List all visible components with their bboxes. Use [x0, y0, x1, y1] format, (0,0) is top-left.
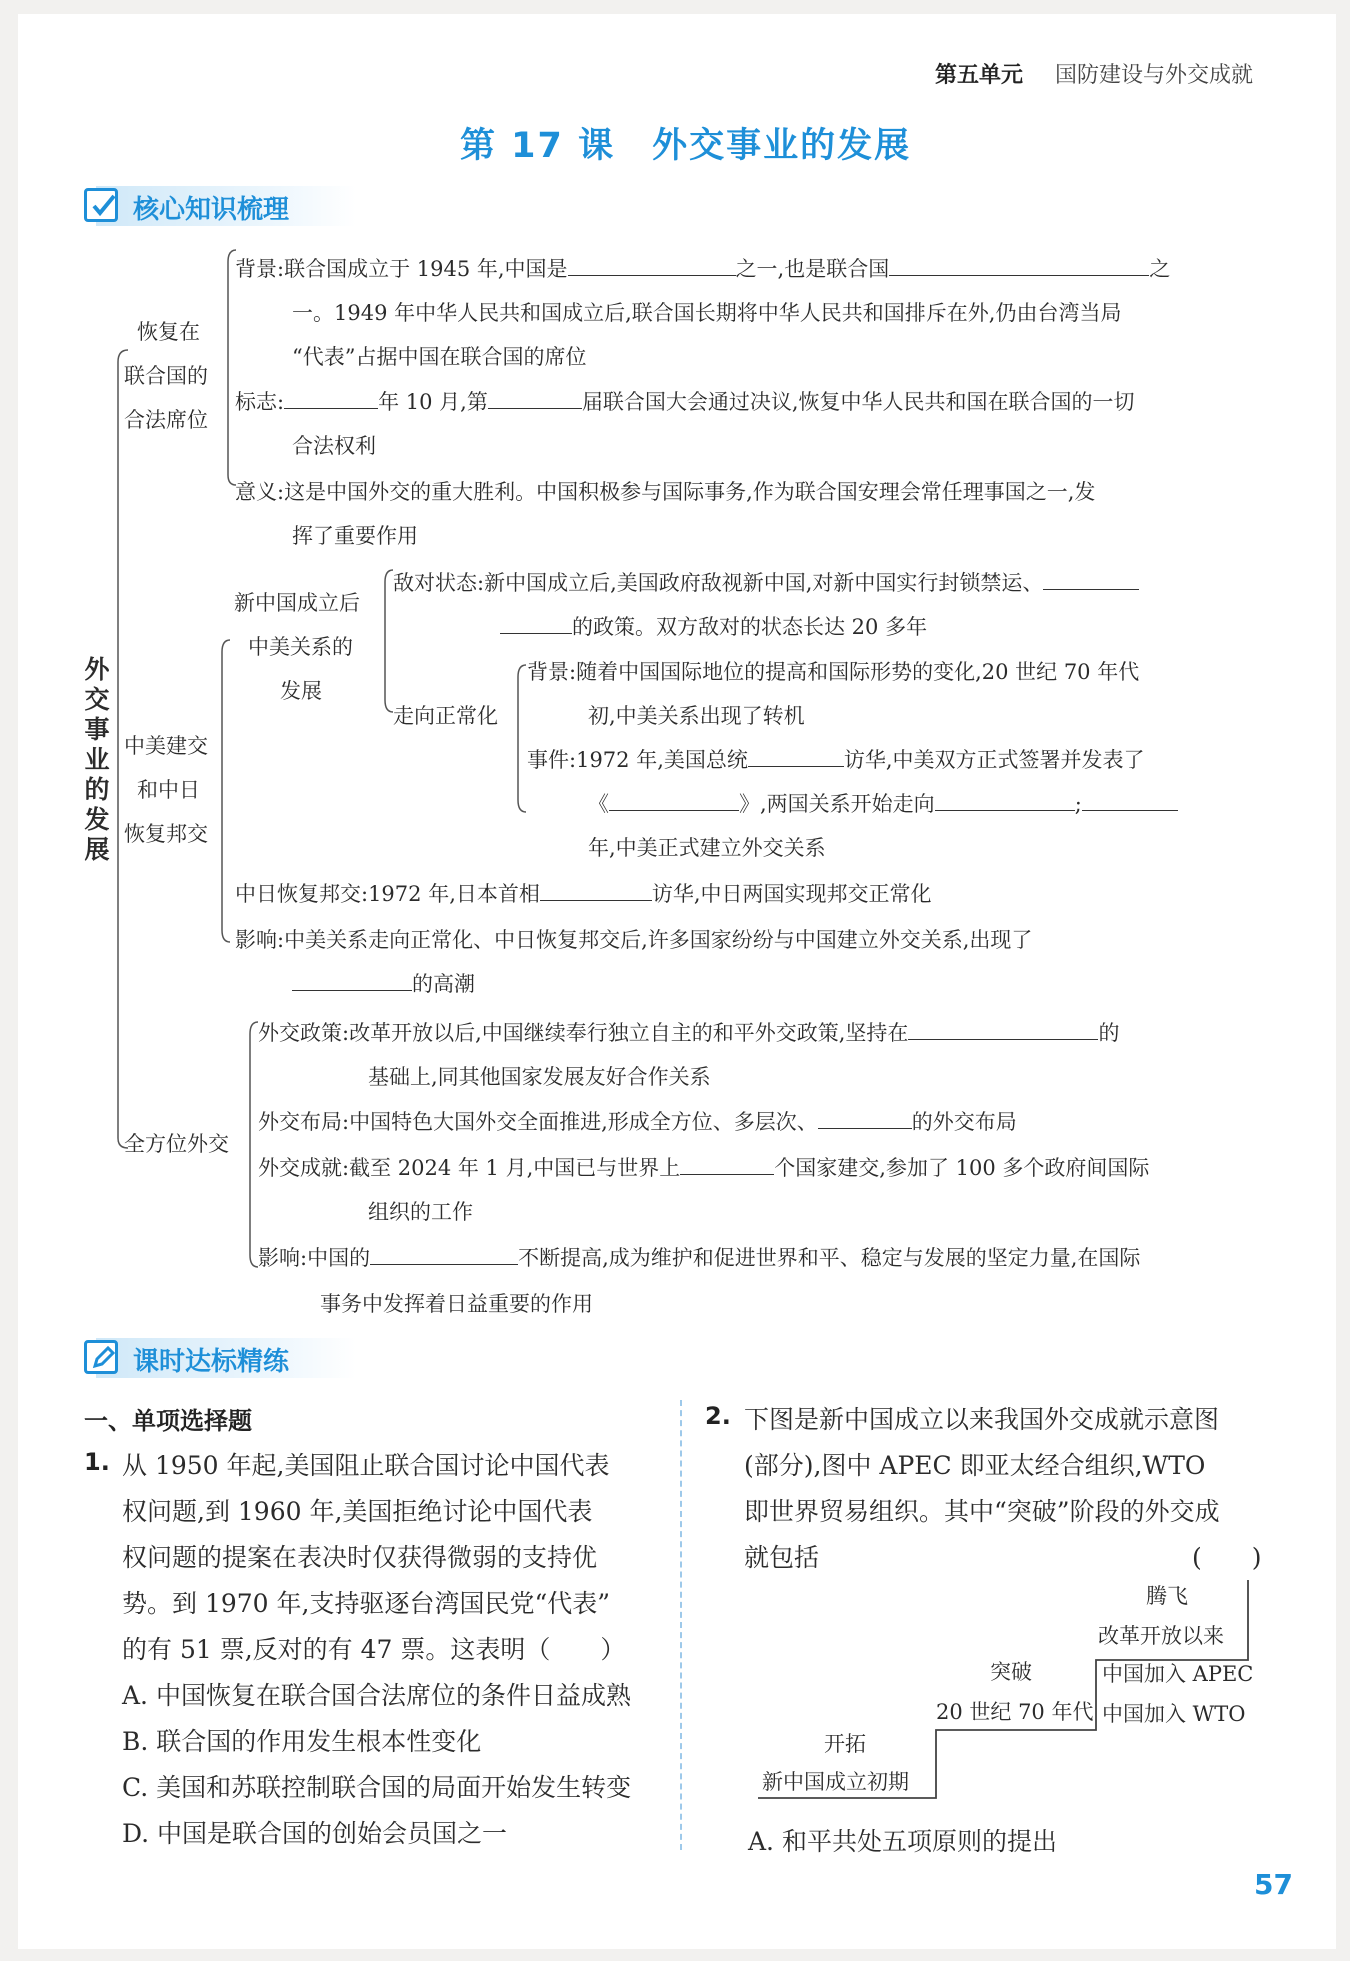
q2-answer-paren[interactable]: ( ): [1192, 1543, 1262, 1572]
b1-bg-line1: 背景:联合国成立于 1945 年,中国是 之一,也是联合国 之: [235, 257, 1171, 281]
unit-topic: 国防建设与外交成就: [1055, 63, 1254, 88]
b1-bg-line2: 一。1949 年中华人民共和国成立后,联合国长期将中华人民共和国排斥在外,仍由台湾当局: [292, 301, 1122, 325]
branch2-label-3: 恢复邦交: [124, 822, 208, 846]
b2-event-line3: 年,中美正式建立外交关系: [588, 836, 826, 860]
period-1970s: 20 世纪 70 年代: [936, 1700, 1094, 1724]
b1-mark-line2: 合法权利: [292, 434, 376, 458]
b2-sub-label-3: 发展: [280, 679, 322, 703]
branch1-label-1: 恢复在: [137, 320, 200, 344]
q2-line: 即世界贸易组织。其中“突破”阶段的外交成: [744, 1497, 1220, 1526]
q1-option-a[interactable]: A. 中国恢复在联合国合法席位的条件日益成熟: [122, 1681, 631, 1710]
b1-mean-line1: 意义:这是中国外交的重大胜利。中国积极参与国际事务,作为联合国安理会常任理事国之一,发: [235, 480, 1096, 504]
b1-mean-line2: 挥了重要作用: [292, 524, 418, 548]
mindmap-root: 外交事业的发展: [84, 655, 110, 864]
q2-line: 下图是新中国成立以来我国外交成就示意图: [744, 1405, 1220, 1434]
b2-impact-line2: 的高潮: [292, 968, 475, 998]
b1-mark-line1: 标志: 年 10 月,第 届联合国大会通过决议,恢复中华人民共和国在联合国的一切: [235, 390, 1135, 414]
branch2-label-2: 和中日: [137, 778, 200, 802]
page-number: 57: [1254, 1868, 1293, 1901]
q2-line: 就包括: [744, 1543, 820, 1572]
b2-nbg-line2: 初,中美关系出现了转机: [588, 704, 805, 728]
q1-option-b[interactable]: B. 联合国的作用发生根本性变化: [122, 1727, 482, 1756]
b3-policy-line1: 外交政策:改革开放以后,中国继续奉行独立自主的和平外交政策,坚持在 的: [258, 1021, 1120, 1045]
branch3-label: 全方位外交: [124, 1132, 229, 1156]
b3-policy-line2: 基础上,同其他国家发展友好合作关系: [368, 1065, 711, 1089]
b2-normal-label: 走向正常化: [393, 704, 498, 728]
section-title-exercise: 课时达标精练: [133, 1347, 290, 1377]
b2-japan-line: 中日恢复邦交:1972 年,日本首相 访华,中日两国实现邦交正常化: [235, 882, 932, 906]
q1-option-d[interactable]: D. 中国是联合国的创始会员国之一: [122, 1819, 508, 1848]
q1-line: 权问题,到 1960 年,美国拒绝讨论中国代表: [122, 1497, 593, 1526]
q1-line: 从 1950 年起,美国阻止联合国讨论中国代表: [122, 1451, 610, 1480]
period-early: 新中国成立初期: [762, 1770, 909, 1794]
q1-option-c[interactable]: C. 美国和苏联控制联合国的局面开始发生转变: [122, 1773, 632, 1802]
b3-ach-line1: 外交成就:截至 2024 年 1 月,中国已与世界上 个国家建交,参加了 100 多个政府间国际: [258, 1156, 1150, 1180]
q2-option-a[interactable]: A. 和平共处五项原则的提出: [748, 1827, 1057, 1856]
b1-bg-line3: “代表”占据中国在联合国的席位: [292, 345, 587, 369]
exercise-heading: 一、单项选择题: [84, 1407, 252, 1435]
q1-number: 1.: [84, 1448, 110, 1476]
b3-inf-line1: 影响:中国的 不断提高,成为维护和促进世界和平、稳定与发展的坚定力量,在国际: [258, 1246, 1141, 1270]
q2-line: (部分),图中 APEC 即亚太经合组织,WTO: [744, 1451, 1206, 1480]
section-title-core: 核心知识梳理: [133, 195, 290, 225]
branch1-label-3: 合法席位: [124, 408, 208, 432]
stage-tengfei: 腾飞: [1146, 1584, 1188, 1608]
b3-inf-line2: 事务中发挥着日益重要的作用: [320, 1292, 593, 1316]
b2-sub-label-2: 中美关系的: [248, 635, 353, 659]
b2-event-line2: 《 》,两国关系开始走向 ;: [588, 788, 1178, 818]
b3-layout-line: 外交布局:中国特色大国外交全面推进,形成全方位、多层次、 的外交布局: [258, 1110, 1017, 1134]
b2-impact-line1: 影响:中美关系走向正常化、中日恢复邦交后,许多国家纷纷与中国建立外交关系,出现了: [235, 928, 1033, 952]
stage-tupo: 突破: [990, 1660, 1032, 1684]
b2-hostile-line1: 敌对状态:新中国成立后,美国政府敌视新中国,对新中国实行封锁禁运、: [393, 567, 1139, 597]
b3-ach-line2: 组织的工作: [368, 1200, 473, 1224]
stage-kaituo: 开拓: [824, 1732, 866, 1756]
item-apec: 中国加入 APEC: [1102, 1662, 1254, 1686]
b2-sub-label-1: 新中国成立后: [234, 591, 360, 615]
b2-event-line1: 事件:1972 年,美国总统 访华,中美双方正式签署并发表了: [527, 748, 1145, 772]
b2-hostile-line2: 的政策。双方敌对的状态长达 20 多年: [500, 611, 927, 641]
q2-number: 2.: [705, 1402, 731, 1430]
branch1-label-2: 联合国的: [124, 364, 208, 388]
b2-nbg-line1: 背景:随着中国国际地位的提高和国际形势的变化,20 世纪 70 年代: [527, 660, 1140, 684]
period-reform: 改革开放以来: [1098, 1624, 1224, 1648]
q1-line: 权问题的提案在表决时仅获得微弱的支持优: [122, 1543, 598, 1572]
q1-line: 的有 51 票,反对的有 47 票。这表明（ ）: [122, 1635, 626, 1664]
lesson-title: 第 17 课 外交事业的发展: [460, 126, 912, 166]
item-wto: 中国加入 WTO: [1102, 1702, 1246, 1726]
q1-line: 势。到 1970 年,支持驱逐台湾国民党“代表”: [122, 1589, 611, 1618]
unit-label: 第五单元: [935, 63, 1024, 88]
branch2-label-1: 中美建交: [124, 734, 208, 758]
